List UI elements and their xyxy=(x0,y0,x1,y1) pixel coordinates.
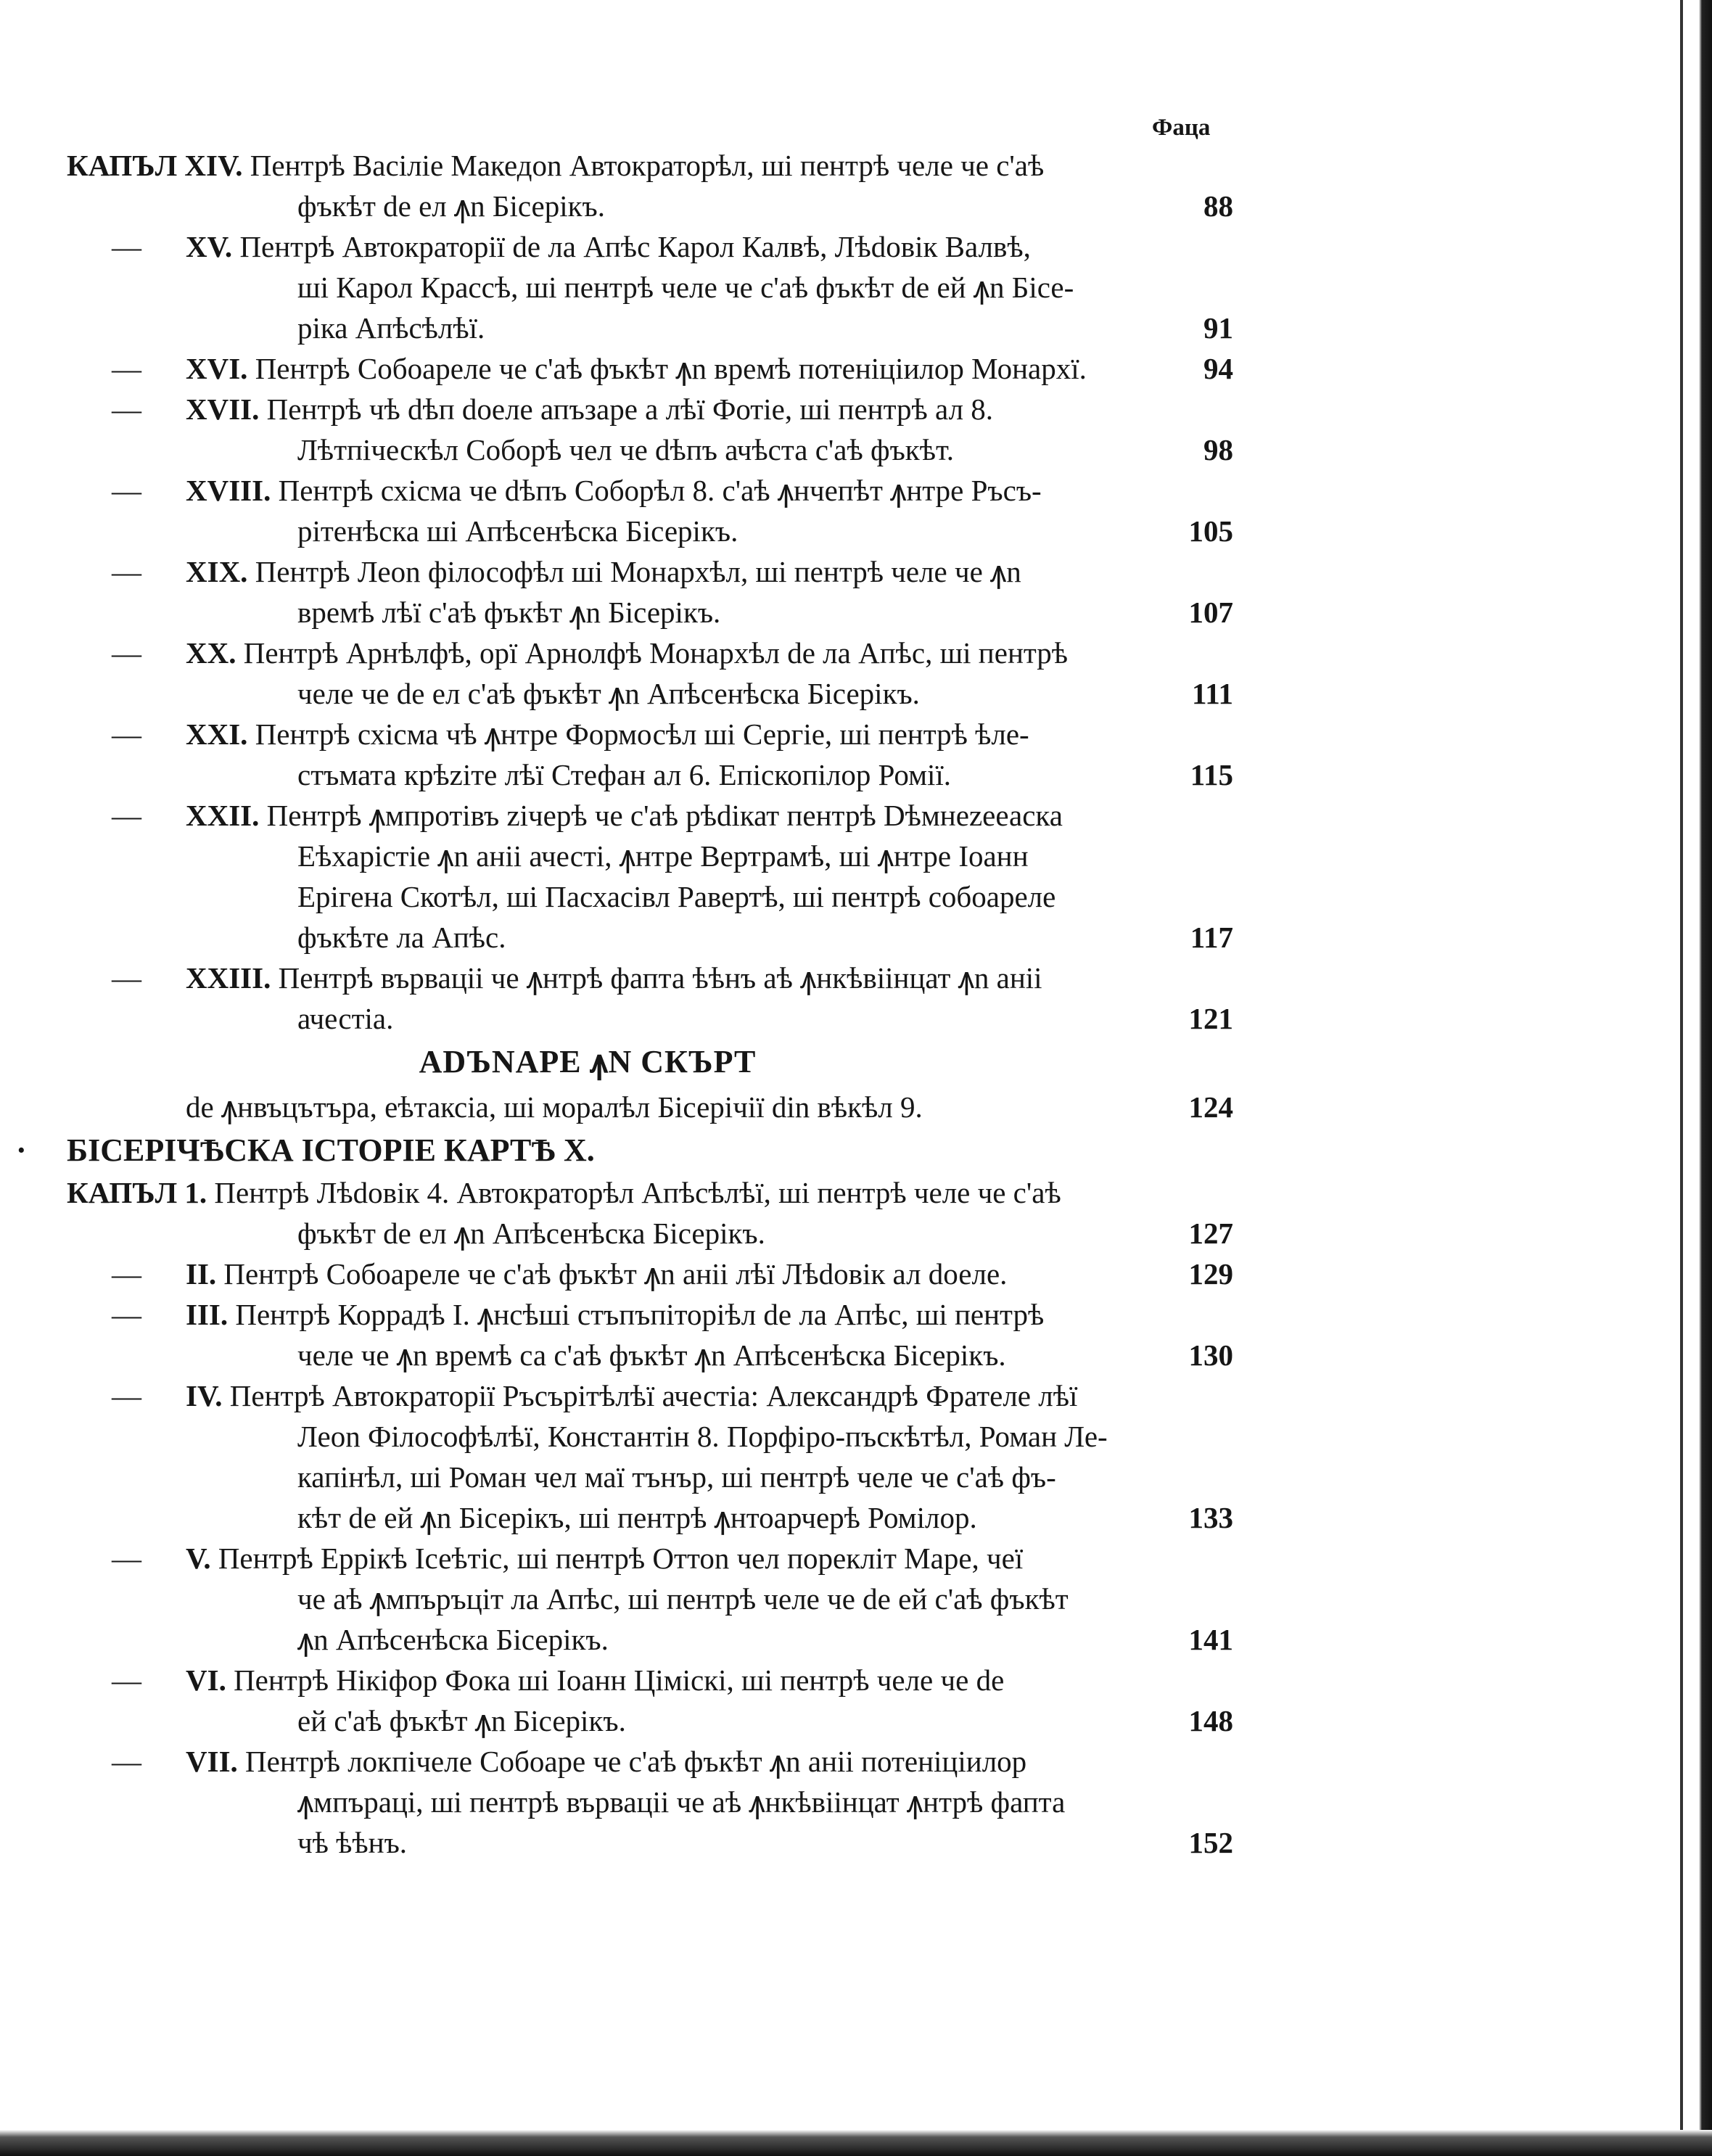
addendum-page: 124 xyxy=(1188,1090,1233,1124)
margin-mark: · xyxy=(16,1132,27,1168)
chapter-title: Пентрѣ Автократорії dе ла Апѣс Карол Калвѣ, Лѣdовік Валвѣ, xyxy=(232,230,1031,263)
toc-entry xyxy=(0,1741,1712,1863)
toc-entry xyxy=(0,470,1712,551)
entry-first-line xyxy=(186,1741,1277,1782)
page-number: 127 xyxy=(1188,1217,1233,1250)
toc-entry-line xyxy=(0,592,1712,633)
chapter-title: Пентрѣ схісма чѣ ꙟнтре Формосѣл ші Сергіе, ші пентрѣ ѣле- xyxy=(247,717,1029,751)
entry-dash: — xyxy=(112,474,141,507)
addendum-entry xyxy=(0,1085,1712,1129)
toc-entry-line xyxy=(0,429,1712,470)
toc-entry-line xyxy=(0,714,1712,754)
toc-entry-line xyxy=(0,348,1712,389)
toc-entry-line xyxy=(0,1294,1712,1335)
chapter-number: XVI. xyxy=(186,352,248,385)
toc-entry-line xyxy=(0,876,1712,917)
chapter-number: XVII. xyxy=(186,392,260,426)
entry-first-line xyxy=(186,1660,1277,1700)
toc-entry-line xyxy=(0,1416,1712,1457)
page-number: 107 xyxy=(1188,596,1233,629)
chapter-title-continued: че аѣ ꙟмпъръціт ла Апѣс, ші пентрѣ челе че dе ей с'аѣ фъкѣт xyxy=(297,1582,1069,1616)
toc-entries-part-10 xyxy=(0,1172,1712,1863)
page-number: 94 xyxy=(1203,352,1233,385)
part-heading xyxy=(0,1129,1712,1172)
toc-entry-line xyxy=(0,958,1712,998)
toc-entry xyxy=(0,1538,1712,1660)
toc-entry-line xyxy=(0,1172,1712,1213)
entry-dash: — xyxy=(112,352,141,385)
chapter-number: VII. xyxy=(186,1745,238,1778)
toc-entry xyxy=(0,348,1712,389)
chapter-title: Пентрѣ схісма че dѣпъ Соборѣл 8. с'аѣ ꙟнчепѣт ꙟнтре Ръсъ- xyxy=(271,474,1042,507)
chapter-title-continued: чѣ ѣѣнъ. xyxy=(297,1826,408,1859)
entry-first-line xyxy=(186,714,1277,754)
chapter-title-continued: Ерігена Скотѣл, ші Пасхасівл Равертѣ, ші пентрѣ собоареле xyxy=(297,880,1056,913)
chapter-title-continued: ꙟn Апѣсенѣска Бісерікъ. xyxy=(297,1623,609,1656)
toc-entry-line xyxy=(0,511,1712,551)
chapter-title-continued: ачестіа. xyxy=(297,1002,394,1035)
page-number: 129 xyxy=(1188,1257,1233,1291)
toc-entries-part-9 xyxy=(0,145,1712,1039)
page-number: 148 xyxy=(1188,1704,1233,1737)
toc-entry xyxy=(0,958,1712,1039)
toc-entry xyxy=(0,1375,1712,1538)
chapter-title: Пентрѣ Леоn філософѣл ші Монархѣл, ші пентрѣ челе че ꙟn xyxy=(247,555,1021,588)
chapter-title-continued: кѣт dе ей ꙟn Бісерікъ, ші пентрѣ ꙟнтоарчерѣ Ромілор. xyxy=(297,1501,977,1534)
chapter-title: Пентрѣ Собоареле че с'аѣ фъкѣт ꙟn аніі лѣї Лѣdовік ал dоеле. xyxy=(216,1257,1008,1291)
toc-entry-line xyxy=(0,1457,1712,1497)
chapter-title: Пентрѣ Арнѣлфѣ, орї Арнолфѣ Монархѣл dе ла Апѣс, ші пентрѣ xyxy=(236,636,1069,670)
entry-dash: — xyxy=(112,799,141,832)
page-number: 152 xyxy=(1188,1826,1233,1859)
chapter-number: III. xyxy=(186,1298,229,1331)
toc-entry-line xyxy=(0,1538,1712,1579)
toc-entry xyxy=(0,795,1712,958)
toc-entry-line xyxy=(0,1700,1712,1741)
toc-entry xyxy=(0,551,1712,633)
chapter-title: Пентрѣ Собоареле че с'аѣ фъкѣт ꙟn времѣ потеніціилор Монархї. xyxy=(247,352,1087,385)
table-of-contents xyxy=(0,145,1712,1863)
entry-first-line xyxy=(186,795,1277,836)
page-number: 111 xyxy=(1192,677,1233,710)
toc-entry-line xyxy=(0,836,1712,876)
entry-first-line xyxy=(186,633,1277,673)
page-number: 133 xyxy=(1188,1501,1233,1534)
toc-entry-line xyxy=(0,1619,1712,1660)
entry-dash: — xyxy=(112,392,141,426)
chapter-title: Пентрѣ Лѣdовік 4. Автократорѣл Апѣсѣлѣї, ші пентрѣ челе че с'аѣ xyxy=(207,1176,1061,1209)
toc-entry xyxy=(0,1172,1712,1254)
chapter-title-continued: ей с'аѣ фъкѣт ꙟn Бісерікъ. xyxy=(297,1704,626,1737)
toc-entry xyxy=(0,714,1712,795)
entry-first-line xyxy=(186,1375,1277,1416)
toc-entry-line xyxy=(0,470,1712,511)
toc-entry xyxy=(0,389,1712,470)
entry-first-line xyxy=(186,470,1277,511)
chapter-title: Пентрѣ локпічеле Собоаре че с'аѣ фъкѣт ꙟn аніі потеніціилор xyxy=(237,1745,1027,1778)
chapter-title-continued: фъкѣт dе ел ꙟn Бісерікъ. xyxy=(297,189,605,223)
entry-first-line xyxy=(186,1538,1277,1579)
page-number: 121 xyxy=(1188,1002,1233,1035)
chapter-number: IV. xyxy=(186,1379,223,1412)
toc-entry-line xyxy=(0,673,1712,714)
chapter-title-continued: фъкѣт dе ел ꙟn Апѣсенѣска Бісерікъ. xyxy=(297,1217,765,1250)
entry-dash: — xyxy=(112,1745,141,1778)
chapter-number: XXIII. xyxy=(186,961,271,995)
entry-first-line xyxy=(186,958,1277,998)
entry-first-line xyxy=(186,226,1277,267)
entry-dash: — xyxy=(112,1298,141,1331)
chapter-title-continued: капінѣл, ші Роман чел маї тънър, ші пентрѣ челе че с'аѣ фъ- xyxy=(297,1460,1056,1494)
toc-entry-line xyxy=(0,1375,1712,1416)
chapter-number: XX. xyxy=(186,636,236,670)
chapter-number: XVIII. xyxy=(186,474,271,507)
toc-entry-line xyxy=(0,145,1712,186)
chapter-title-continued: стъмата крѣzіте лѣї Стефан ал 6. Епіскопілор Ромії. xyxy=(297,758,952,791)
chapter-title-continued: рітенѣска ші Апѣсенѣска Бісерікъ. xyxy=(297,514,738,548)
toc-entry-line xyxy=(0,633,1712,673)
entry-first-line xyxy=(186,1254,1277,1294)
chapter-title-continued: челе че dе ел с'аѣ фъкѣт ꙟn Апѣсенѣска Бісерікъ. xyxy=(297,677,920,710)
toc-entry-line xyxy=(0,998,1712,1039)
toc-entry-line xyxy=(0,551,1712,592)
toc-entry xyxy=(0,1294,1712,1375)
chapter-title: Пентрѣ върваціі че ꙟнтрѣ фапта ѣѣнъ аѣ ꙟнкѣвіінцат ꙟn аніі xyxy=(271,961,1042,995)
entry-dash: — xyxy=(112,1257,141,1291)
entry-dash: — xyxy=(112,961,141,995)
chapter-title-continued: времѣ лѣї с'аѣ фъкѣт ꙟn Бісерікъ. xyxy=(297,596,721,629)
entry-first-line xyxy=(186,551,1277,592)
chapter-title: Пентрѣ Васіліе Македоn Автократорѣл, ші пентрѣ челе че с'аѣ xyxy=(242,149,1045,182)
page-number: 130 xyxy=(1188,1338,1233,1372)
toc-entry-line xyxy=(0,1822,1712,1863)
chapter-title-continued: фъкѣте ла Апѣс. xyxy=(297,921,506,954)
entry-dash: — xyxy=(112,1379,141,1412)
entry-dash: — xyxy=(112,636,141,670)
chapter-number: V. xyxy=(186,1542,211,1575)
entry-first-line xyxy=(67,1172,1277,1213)
chapter-title: Пентрѣ Нікіфор Фока ші Іоанн Ціміскі, ші пентрѣ челе че dе xyxy=(226,1663,1005,1697)
toc-entry-line xyxy=(0,1497,1712,1538)
chapter-number: КАПЪЛ XIV. xyxy=(67,149,243,182)
scan-edge-bottom xyxy=(0,2130,1712,2156)
toc-entry-line xyxy=(0,389,1712,429)
chapter-number: XIX. xyxy=(186,555,248,588)
chapter-number: XXII. xyxy=(186,799,260,832)
page-number: 117 xyxy=(1190,921,1233,954)
page-number: 105 xyxy=(1188,514,1233,548)
chapter-number: VI. xyxy=(186,1663,226,1697)
toc-entry xyxy=(0,226,1712,348)
page-number: 91 xyxy=(1203,311,1233,345)
entry-first-line xyxy=(186,389,1277,429)
chapter-title-continued: челе че ꙟn времѣ са с'аѣ фъкѣт ꙟn Апѣсенѣска Бісерікъ. xyxy=(297,1338,1006,1372)
chapter-title: Пентрѣ ꙟмпротівъ zічерѣ че с'аѣ рѣdікат пентрѣ Dѣмнеzееаска xyxy=(259,799,1063,832)
page-number: 88 xyxy=(1203,189,1233,223)
chapter-title-continued: ріка Апѣсѣлѣї. xyxy=(297,311,485,345)
entry-dash: — xyxy=(112,717,141,751)
entry-dash: — xyxy=(112,555,141,588)
chapter-title-continued: ші Карол Крассѣ, ші пентрѣ челе че с'аѣ фъкѣт dе ей ꙟn Бісе- xyxy=(297,271,1074,304)
entry-dash: — xyxy=(112,1663,141,1697)
toc-entry-line xyxy=(0,1254,1712,1294)
entry-dash: — xyxy=(112,230,141,263)
toc-entry xyxy=(0,633,1712,714)
chapter-number: II. xyxy=(186,1257,217,1291)
page-number: 141 xyxy=(1188,1623,1233,1656)
part-heading-text: БІСЕРІЧѢСКА ІСТОРІЕ КАРТѢ X. xyxy=(67,1132,595,1168)
addendum-text: dе ꙟнвъцътъра, еѣтаксіа, ші моралѣл Бісерічії din вѣкѣл 9. xyxy=(186,1090,923,1124)
chapter-title-continued: Лѣтпіческѣл Соборѣ чел че dѣпъ ачѣста с'аѣ фъкѣт. xyxy=(297,433,955,466)
toc-entry-line xyxy=(0,1579,1712,1619)
page-number: 98 xyxy=(1203,433,1233,466)
toc-entry xyxy=(0,1254,1712,1294)
toc-entry xyxy=(0,145,1712,226)
chapter-title: Пентрѣ Автократорії Ръсърітѣлѣї ачестіа: Александрѣ Фрателе лѣї xyxy=(222,1379,1078,1412)
chapter-number: КАПЪЛ 1. xyxy=(67,1176,207,1209)
toc-entry-line xyxy=(0,754,1712,795)
toc-entry-line xyxy=(0,1213,1712,1254)
toc-entry-line xyxy=(0,917,1712,958)
chapter-title-continued: Еѣхарістіе ꙟn аніі ачесті, ꙟнтре Вертрамѣ, ші ꙟнтре Іоанн xyxy=(297,839,1029,873)
toc-entry-line xyxy=(0,186,1712,226)
chapter-title: Пентрѣ чѣ dѣп doеле апъзаре а лѣї Фотіе, ші пентрѣ ал 8. xyxy=(259,392,994,426)
toc-entry-line xyxy=(0,1741,1712,1782)
entry-first-line xyxy=(186,348,1277,389)
toc-entry-line xyxy=(0,1782,1712,1822)
chapter-title-continued: ꙟмпъраці, ші пентрѣ върваціі че аѣ ꙟнкѣвіінцат ꙟнтрѣ фапта xyxy=(297,1785,1066,1819)
chapter-number: XV. xyxy=(186,230,233,263)
toc-entry xyxy=(0,1660,1712,1741)
chapter-title: Пентрѣ Еррікѣ Ісеѣтіс, ші пентрѣ Оттоn чел порекліт Маре, чеї xyxy=(210,1542,1024,1575)
chapter-title: Пентрѣ Коррадѣ І. ꙟнсѣші стъпъпіторіѣл dе ла Апѣс, ші пентрѣ xyxy=(228,1298,1045,1331)
toc-entry-line xyxy=(0,1335,1712,1375)
toc-entry-line xyxy=(0,267,1712,308)
chapter-number: XXI. xyxy=(186,717,248,751)
chapter-title-continued: Леоn Філософѣлѣї, Константін 8. Порфіро-пъскѣтѣл, Роман Ле- xyxy=(297,1420,1108,1453)
toc-entry-line xyxy=(0,226,1712,267)
addendum-heading: АDЪNАРЕ ꙟN СКЪРТ xyxy=(419,1044,757,1079)
page-number: 115 xyxy=(1190,758,1233,791)
page-column-label: Фаца xyxy=(1152,115,1211,141)
entry-first-line xyxy=(186,1294,1277,1335)
entry-dash: — xyxy=(112,1542,141,1575)
toc-entry-line xyxy=(0,1660,1712,1700)
toc-entry-line xyxy=(0,795,1712,836)
entry-first-line xyxy=(67,145,1277,186)
toc-entry-line xyxy=(0,308,1712,348)
